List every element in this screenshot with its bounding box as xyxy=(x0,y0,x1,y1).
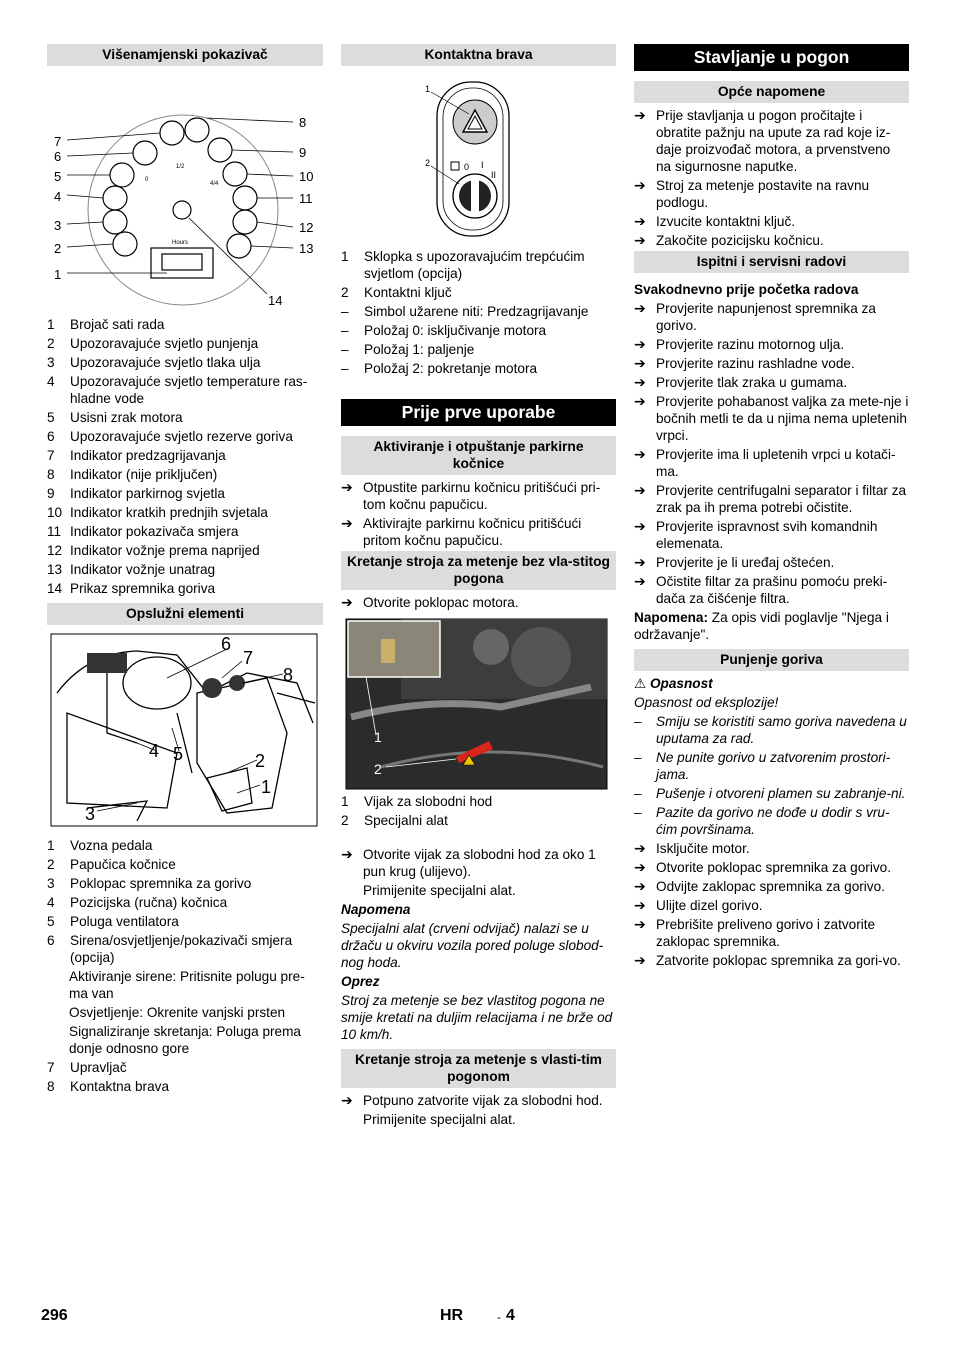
step-text: Prije stavljanja u pogon pročitajte i obratite pažnju na upute za rad koje iz-daje proizvođač motora, a prvenstveno na sigurnosne naputke. xyxy=(656,108,891,174)
controls-figure xyxy=(47,633,323,829)
list-number: 10 xyxy=(47,505,63,520)
gauge-callout-8: 8 xyxy=(299,115,307,130)
controls-legend-item xyxy=(47,1078,323,1095)
section-heading-controls: Opslužni elementi xyxy=(47,603,323,625)
list-text: Kontaktni ključ xyxy=(364,285,452,300)
move-step-2-sub: Primijenite specijalni alat. xyxy=(363,883,516,898)
list-number: 9 xyxy=(47,486,55,501)
key-legend-list xyxy=(341,248,616,377)
controls-callout-1: 1 xyxy=(261,777,272,797)
section-heading-fuel: Punjenje goriva xyxy=(634,649,909,671)
list-text: Kontaktna brava xyxy=(70,1079,169,1094)
controls-legend-list-2 xyxy=(47,1059,323,1095)
controls-legend-item xyxy=(47,856,323,873)
list-text: Upravljač xyxy=(70,1060,127,1075)
dash-bullet: – xyxy=(634,786,642,801)
list-text: Indikator kratkih prednjih svjetala xyxy=(70,505,268,520)
hours-label: Hours xyxy=(172,240,189,246)
arrow-icon: ➔ xyxy=(634,177,646,193)
step-text: Provjerite pohabanost valjka za mete-nje i bočnih metli te da u njima nema upletenih vrpci. xyxy=(656,394,909,443)
list-number: – xyxy=(341,304,349,319)
gauge-half-label: 1/2 xyxy=(176,164,185,170)
footer-separator: - xyxy=(497,1310,501,1324)
section-heading-service: Ispitni i servisni radovi xyxy=(634,251,909,273)
list-number: 4 xyxy=(47,895,55,910)
controls-legend-list xyxy=(47,837,323,966)
arrow-icon: ➔ xyxy=(634,374,646,390)
daily-step xyxy=(634,446,909,480)
move-step-1: ➔ Otvorite poklopac motora. xyxy=(341,594,519,610)
daily-step xyxy=(634,374,909,391)
gauge-legend-item xyxy=(47,561,323,578)
list-number: 1 xyxy=(47,317,55,332)
list-text: Upozoravajuće svjetlo punjenja xyxy=(70,336,259,351)
list-text: Indikator vožnje unatrag xyxy=(70,562,216,577)
step-text: Odvijte zaklopac spremnika za gorivo. xyxy=(656,879,885,894)
step-text: Stroj za metenje postavite na ravnu podlogu. xyxy=(656,178,870,210)
step-text: Zatvorite poklopac spremnika za gori-vo. xyxy=(656,953,901,968)
list-text: Položaj 0: isključivanje motora xyxy=(364,323,547,338)
list-number: – xyxy=(341,342,349,357)
list-number: 7 xyxy=(47,1060,55,1075)
controls-legend-item xyxy=(47,875,323,892)
daily-step xyxy=(634,554,909,571)
key-legend-item xyxy=(341,248,616,282)
general-step xyxy=(634,177,909,211)
gauge-legend-item xyxy=(47,354,323,371)
arrow-icon: ➔ xyxy=(634,107,646,123)
step-text: Otpustite parkirnu kočnicu pritišćući pri-tom kočnu papučicu. xyxy=(363,480,601,512)
gauge-callout-5: 5 xyxy=(54,169,62,184)
list-text: Indikator pokazivača smjera xyxy=(70,524,239,539)
controls-legend-item xyxy=(47,894,323,911)
danger-item xyxy=(634,804,909,838)
controls-legend-item xyxy=(47,932,323,966)
service-note: Napomena: Za opis vidi poglavlje "Njega i održavanje". xyxy=(634,610,889,642)
item-text: Pazite da gorivo ne dođe u dodir s vru-ćim površinama. xyxy=(656,805,890,837)
gauge-legend-item xyxy=(47,523,323,540)
item-text: Smiju se koristiti samo goriva navedena u uputama za rad. xyxy=(656,714,907,746)
item6-sub-item: Aktiviranje sirene: Pritisnite polugu pre-ma van xyxy=(69,969,305,1001)
arrow-icon: ➔ xyxy=(634,232,646,248)
gauge-full-label: 4/4 xyxy=(210,181,219,187)
list-text: Upozoravajuće svjetlo tlaka ulja xyxy=(70,355,261,370)
step-text: Provjerite razinu rashladne vode. xyxy=(656,356,855,371)
dash-bullet: – xyxy=(634,805,642,820)
daily-step xyxy=(634,355,909,372)
gauge-legend-item xyxy=(47,580,323,597)
key-legend-item xyxy=(341,303,616,320)
item-text: Pušenje i otvoreni plamen su zabranje-ni. xyxy=(656,786,906,801)
warning-icon: ⚠ xyxy=(634,676,647,691)
section-heading-move-no-drive: Kretanje stroja za metenje bez vla-stitog pogona xyxy=(341,551,616,590)
engine-photo xyxy=(341,617,616,791)
gauge-legend-item xyxy=(47,485,323,502)
danger-item xyxy=(634,749,909,783)
list-number: 6 xyxy=(47,429,55,444)
engine-legend-list xyxy=(341,793,616,829)
daily-heading: Svakodnevno prije početka radova xyxy=(634,282,859,297)
arrow-icon: ➔ xyxy=(341,479,353,495)
fuel-step xyxy=(634,952,909,969)
daily-step xyxy=(634,393,909,444)
list-number: 1 xyxy=(341,249,349,264)
general-step xyxy=(634,213,909,230)
step-text: Isključite motor. xyxy=(656,841,750,856)
list-number: 11 xyxy=(47,524,62,539)
fuel-step xyxy=(634,859,909,876)
arrow-icon: ➔ xyxy=(634,300,646,316)
arrow-icon: ➔ xyxy=(341,1092,353,1108)
fuel-step xyxy=(634,840,909,857)
arrow-icon: ➔ xyxy=(634,393,646,409)
item-text: Ne punite gorivo u zatvorenim prostori-jama. xyxy=(656,750,891,782)
step-text: Ulijte dizel gorivo. xyxy=(656,898,763,913)
key-pos-1: I xyxy=(481,160,484,170)
list-number: 2 xyxy=(47,336,55,351)
step-text: Provjerite centrifugalni separator i filtar za zrak pa ih prema potrebi očistite. xyxy=(656,483,907,515)
step-text: Provjerite napunjenost spremnika za gorivo. xyxy=(656,301,876,333)
gauge-legend-item xyxy=(47,335,323,352)
list-number: 2 xyxy=(47,857,55,872)
arrow-icon: ➔ xyxy=(634,952,646,968)
key-pos-2: II xyxy=(491,170,497,180)
controls-legend-item xyxy=(47,837,323,854)
arrow-icon: ➔ xyxy=(634,840,646,856)
engine-callout-2: 2 xyxy=(374,761,382,777)
arrow-icon: ➔ xyxy=(634,213,646,229)
list-number: 1 xyxy=(47,838,55,853)
arrow-icon: ➔ xyxy=(634,554,646,570)
column-1 xyxy=(47,44,323,1097)
item6-sub-item: Signaliziranje skretanja: Poluga prema donje odnosno gore xyxy=(69,1024,301,1056)
key-pos-0: 0 xyxy=(464,162,470,172)
list-number: 12 xyxy=(47,543,63,558)
gauge-legend-item xyxy=(47,447,323,464)
danger-heading: ⚠ Opasnost xyxy=(634,676,713,691)
chapter-heading-startup: Stavljanje u pogon xyxy=(634,44,909,71)
list-number: – xyxy=(341,323,349,338)
key-switch-figure xyxy=(341,80,616,240)
step-text: Izvucite kontaktni ključ. xyxy=(656,214,796,229)
engine-legend-item xyxy=(341,812,616,829)
arrow-icon: ➔ xyxy=(341,846,353,862)
arrow-icon: ➔ xyxy=(634,482,646,498)
list-number: – xyxy=(341,361,349,376)
gauge-legend-item xyxy=(47,428,323,445)
gauge-legend-item xyxy=(47,409,323,426)
list-text: Simbol užarene niti: Predzagrijavanje xyxy=(364,304,589,319)
list-number: 14 xyxy=(47,581,63,596)
list-text: Indikator vožnje prema naprijed xyxy=(70,543,260,558)
key-legend-item xyxy=(341,341,616,358)
list-number: 7 xyxy=(47,448,55,463)
controls-callout-5: 5 xyxy=(173,744,184,764)
note-text: Specijalni alat (crveni odvijač) nalazi se u držaču u okviru vozila pored poluge slobod-nog hoda. xyxy=(341,921,604,970)
list-text: Indikator (nije priključen) xyxy=(70,467,218,482)
arrow-icon: ➔ xyxy=(634,573,646,589)
arrow-icon: ➔ xyxy=(634,897,646,913)
list-text: Poluga ventilatora xyxy=(70,914,179,929)
arrow-icon: ➔ xyxy=(341,594,353,610)
key-callout-2: 2 xyxy=(425,158,431,168)
engine-callout-1: 1 xyxy=(374,729,382,745)
list-text: Specijalni alat xyxy=(364,813,448,828)
section-number: 4 xyxy=(506,1307,515,1324)
dash-bullet: – xyxy=(634,750,642,765)
caution-text: Stroj za metenje se bez vlastitog pogona ne smije kretati na duljim relacijama i ne brže od 10 km/h. xyxy=(341,993,613,1042)
language-code: HR xyxy=(440,1307,464,1324)
parking-step xyxy=(341,515,616,549)
daily-steps xyxy=(634,300,909,607)
gauge-callout-4: 4 xyxy=(54,189,62,204)
daily-step xyxy=(634,573,909,607)
gauge-callout-11: 11 xyxy=(299,191,313,206)
step-text: Provjerite je li uređaj oštećen. xyxy=(656,555,835,570)
gauge-callout-1: 1 xyxy=(54,267,62,282)
step-text: Provjerite tlak zraka u gumama. xyxy=(656,375,848,390)
list-text: Sirena/osvjetljenje/pokazivači smjera (opcija) xyxy=(70,933,293,965)
list-number: 2 xyxy=(341,813,349,828)
list-number: 3 xyxy=(47,876,55,891)
gauge-zero-label: 0 xyxy=(145,177,149,183)
section-heading-general: Opće napomene xyxy=(634,81,909,103)
gauge-callout-9: 9 xyxy=(299,145,307,160)
list-text: Vijak za slobodni hod xyxy=(364,794,493,809)
danger-items xyxy=(634,713,909,838)
gauge-legend-list xyxy=(47,316,323,597)
danger-text: Opasnost od eksplozije! xyxy=(634,695,779,710)
daily-step xyxy=(634,518,909,552)
dash-bullet: – xyxy=(634,714,642,729)
step-text: Provjerite razinu motornog ulja. xyxy=(656,337,845,352)
step-text: Zakočite pozicijsku kočnicu. xyxy=(656,233,824,248)
list-text: Pozicijska (ručna) kočnica xyxy=(70,895,228,910)
arrow-icon: ➔ xyxy=(634,336,646,352)
fuel-step xyxy=(634,916,909,950)
daily-step xyxy=(634,300,909,334)
item6-sub-list xyxy=(47,968,323,1057)
list-number: 8 xyxy=(47,1079,55,1094)
gauge-callout-12: 12 xyxy=(299,220,314,235)
step-text: Očistite filtar za prašinu pomoću preki-dača za čišćenje filtra. xyxy=(656,574,888,606)
list-number: 4 xyxy=(47,374,55,389)
list-text: Prikaz spremnika goriva xyxy=(70,581,216,596)
arrow-icon: ➔ xyxy=(634,446,646,462)
list-number: 5 xyxy=(47,914,55,929)
list-number: 6 xyxy=(47,933,55,948)
arrow-icon: ➔ xyxy=(634,859,646,875)
drive-step-sub: Primijenite specijalni alat. xyxy=(363,1112,516,1127)
controls-callout-6: 6 xyxy=(221,634,232,654)
gauge-illustration xyxy=(47,70,323,308)
section-heading-key: Kontaktna brava xyxy=(341,44,616,66)
caution-heading: Oprez xyxy=(341,974,380,989)
note-heading: Napomena xyxy=(341,902,411,917)
list-number: 13 xyxy=(47,562,63,577)
list-text: Usisni zrak motora xyxy=(70,410,183,425)
daily-step xyxy=(634,482,909,516)
step-text: Otvorite poklopac spremnika za gorivo. xyxy=(656,860,891,875)
arrow-icon: ➔ xyxy=(634,518,646,534)
list-number: 2 xyxy=(341,285,349,300)
list-text: Položaj 2: pokretanje motora xyxy=(364,361,538,376)
controls-legend-item xyxy=(47,913,323,930)
gauge-legend-item xyxy=(47,504,323,521)
fuel-step xyxy=(634,878,909,895)
gauge-callout-2: 2 xyxy=(54,241,62,256)
list-text: Indikator parkirnog svjetla xyxy=(70,486,225,501)
arrow-icon: ➔ xyxy=(634,916,646,932)
general-step xyxy=(634,107,909,175)
key-callout-1: 1 xyxy=(425,84,431,94)
key-legend-item xyxy=(341,322,616,339)
parking-step xyxy=(341,479,616,513)
controls-illustration xyxy=(47,633,323,829)
fuel-step xyxy=(634,897,909,914)
move-step-2: ➔ Otvorite vijak za slobodni hod za oko 1 pun krug (ulijevo). xyxy=(341,846,596,879)
section-heading-gauge: Višenamjenski pokazivač xyxy=(47,44,323,66)
page-number: 296 xyxy=(41,1307,68,1324)
list-number: 8 xyxy=(47,467,55,482)
controls-callout-2: 2 xyxy=(255,751,266,771)
parking-steps xyxy=(341,479,616,549)
list-text: Upozoravajuće svjetlo temperature ras-hladne vode xyxy=(70,374,308,406)
gauge-legend-item xyxy=(47,466,323,483)
general-step xyxy=(634,232,909,249)
column-2 xyxy=(341,44,616,1130)
step-text: Provjerite ima li upletenih vrpci u kotači-ma. xyxy=(656,447,896,479)
list-text: Sklopka s upozoravajućim trepćućim svjetlom (opcija) xyxy=(364,249,585,281)
gauge-figure xyxy=(47,70,323,308)
list-text: Vozna pedala xyxy=(70,838,153,853)
list-text: Brojač sati rada xyxy=(70,317,165,332)
gauge-callout-3: 3 xyxy=(54,218,62,233)
key-switch-illustration xyxy=(341,80,616,240)
controls-callout-3: 3 xyxy=(85,804,96,824)
controls-callout-8: 8 xyxy=(283,665,294,685)
drive-step: ➔ Potpuno zatvorite vijak za slobodni hod. xyxy=(341,1092,603,1108)
gauge-callout-14: 14 xyxy=(268,293,283,308)
list-text: Indikator predzagrijavanja xyxy=(70,448,226,463)
key-legend-item xyxy=(341,360,616,377)
list-text: Položaj 1: paljenje xyxy=(364,342,475,357)
list-number: 5 xyxy=(47,410,55,425)
step-text: Prebrišite preliveno gorivo i zatvorite zaklopac spremnika. xyxy=(656,917,876,949)
key-legend-item xyxy=(341,284,616,301)
step-text: Aktivirajte parkirnu kočnicu pritišćući pritom kočnu papučicu. xyxy=(363,516,582,548)
section-heading-move-drive: Kretanje stroja za metenje s vlasti-tim pogonom xyxy=(341,1049,616,1088)
section-heading-parking-brake: Aktiviranje i otpuštanje parkirne kočnice xyxy=(341,436,616,475)
controls-callout-7: 7 xyxy=(243,648,254,668)
column-3 xyxy=(634,44,909,971)
list-number: 3 xyxy=(47,355,55,370)
item6-sub-item: Osvjetljenje: Okrenite vanjski prsten xyxy=(69,1005,286,1020)
gauge-legend-item xyxy=(47,542,323,559)
danger-item xyxy=(634,713,909,747)
gauge-callout-10: 10 xyxy=(299,169,314,184)
fuel-steps xyxy=(634,840,909,969)
chapter-heading-first-use: Prije prve uporabe xyxy=(341,399,616,426)
controls-callout-4: 4 xyxy=(149,741,160,761)
gauge-callout-13: 13 xyxy=(299,241,314,256)
gauge-legend-item xyxy=(47,316,323,333)
arrow-icon: ➔ xyxy=(341,515,353,531)
engine-figure xyxy=(341,617,616,791)
general-steps xyxy=(634,107,909,249)
gauge-callout-7: 7 xyxy=(54,134,62,149)
gauge-callout-6: 6 xyxy=(54,149,62,164)
list-text: Upozoravajuće svjetlo rezerve goriva xyxy=(70,429,293,444)
step-text: Provjerite ispravnost svih komandnih elemenata. xyxy=(656,519,878,551)
daily-step xyxy=(634,336,909,353)
list-text: Papučica kočnice xyxy=(70,857,176,872)
engine-legend-item xyxy=(341,793,616,810)
gauge-legend-item xyxy=(47,373,323,407)
list-text: Poklopac spremnika za gorivo xyxy=(70,876,252,891)
arrow-icon: ➔ xyxy=(634,355,646,371)
arrow-icon: ➔ xyxy=(634,878,646,894)
list-number: 1 xyxy=(341,794,349,809)
danger-item xyxy=(634,785,909,802)
controls-legend-item xyxy=(47,1059,323,1076)
